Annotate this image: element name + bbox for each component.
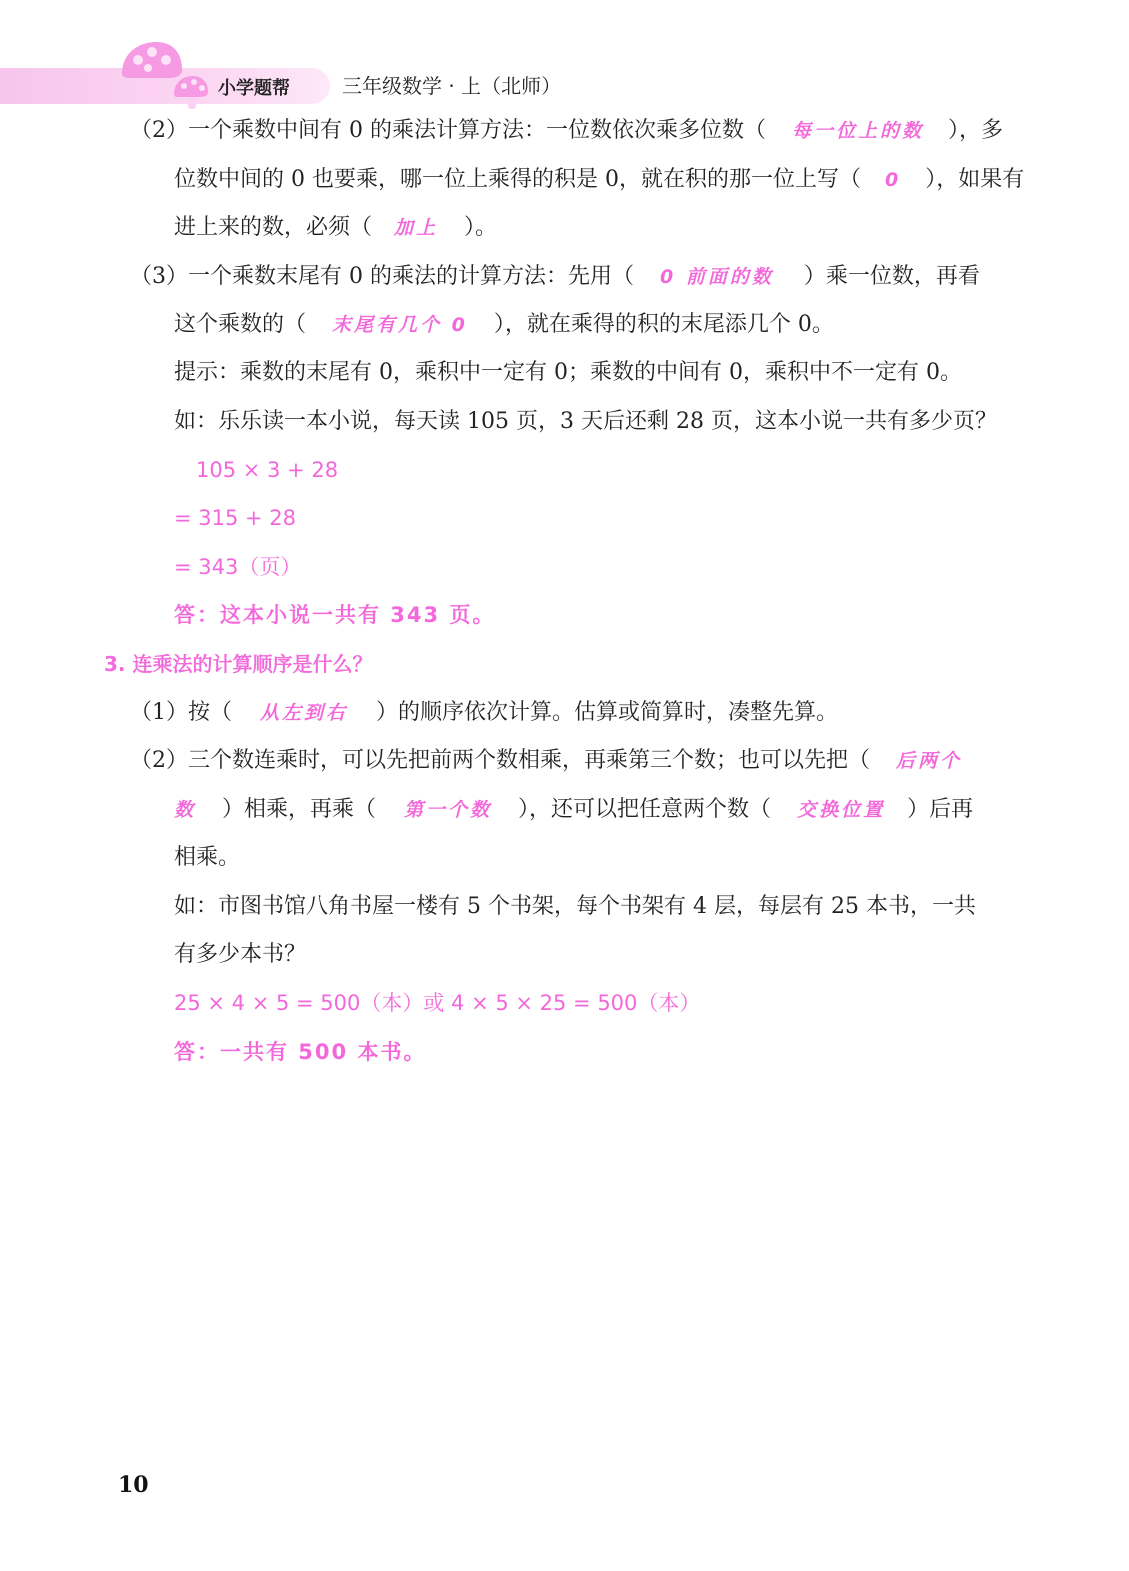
example-1: 如：乐乐读一本小说，每天读 105 页，3 天后还剩 28 页，这本小说一共有多少页？ — [174, 409, 997, 434]
item-2-line-1 — [130, 116, 1003, 146]
text-segment: ），就在乘得的积的末尾添几个 0。 — [493, 312, 834, 337]
page-header — [0, 40, 1129, 110]
header-title: 三年级数学 · 上（北师） — [342, 74, 562, 98]
calc-1-line-1: 105 × 3 + 28 — [196, 458, 339, 482]
calc-1-line-2: = 315 + 28 — [174, 506, 297, 530]
section-3-heading: 3. 连乘法的计算顺序是什么？ — [104, 652, 373, 676]
section-3-item-2-line-1 — [130, 746, 962, 776]
text-segment: ）乘一位数，再看 — [803, 264, 980, 289]
calc-1-answer: 答：这本小说一共有 343 页。 — [174, 603, 496, 627]
item-2-line-2 — [174, 165, 1024, 195]
page-number: 10 — [118, 1472, 149, 1498]
answer-blank: 末尾有几个 0 — [332, 314, 468, 336]
text-segment: ）后再 — [907, 797, 974, 822]
answer-blank: 交换位置 — [797, 799, 886, 821]
text-segment: ）的顺序依次计算。估算或简算时，凑整先算。 — [376, 700, 839, 725]
section-3-item-2-line-2 — [174, 795, 973, 825]
text-segment: （1）按（ — [130, 700, 232, 725]
section-3-item-1 — [130, 698, 838, 728]
calc-2-line-1: 25 × 4 × 5 = 500（本）或 4 × 5 × 25 = 500（本） — [174, 991, 701, 1015]
answer-blank: 第一个数 — [404, 799, 493, 821]
text-segment: 位数中间的 0 也要乘，哪一位上乘得的积是 0，就在积的那一位上写（ — [174, 167, 861, 192]
answer-blank: 0 前面的数 — [659, 266, 774, 288]
answer-blank: 后两个 — [896, 750, 963, 772]
item-2-line-3 — [174, 213, 497, 243]
calc-1-line-3: = 343（页） — [174, 555, 302, 579]
mushroom-icon — [118, 40, 213, 110]
example-2-line-1: 如：市图书馆八角书屋一楼有 5 个书架，每个书架有 4 层，每层有 25 本书，一共 — [174, 894, 976, 919]
text-segment: ）相乘，再乘（ — [222, 797, 377, 822]
example-2-line-2: 有多少本书？ — [174, 942, 307, 967]
text-segment: ），如果有 — [925, 167, 1025, 192]
answer-blank: 加上 — [394, 217, 439, 239]
answer-blank: 数 — [174, 799, 197, 821]
text-segment: 进上来的数，必须（ — [174, 215, 373, 240]
text-segment: ），还可以把任意两个数（ — [518, 797, 772, 822]
text-segment: （3）一个乘数末尾有 0 的乘法的计算方法：先用（ — [130, 264, 634, 289]
text-segment: ），多 — [948, 118, 1004, 143]
header-tag: 小学题帮 — [218, 78, 290, 99]
text-segment: （2）一个乘数中间有 0 的乘法计算方法：一位数依次乘多位数（ — [130, 118, 766, 143]
answer-blank: 从左到右 — [260, 702, 349, 724]
item-3-line-2 — [174, 310, 834, 340]
text-segment: 这个乘数的（ — [174, 312, 307, 337]
item-3-line-1 — [130, 262, 980, 292]
text-segment: ）。 — [464, 215, 498, 240]
hint-line: 提示：乘数的末尾有 0，乘积中一定有 0；乘数的中间有 0，乘积中不一定有 0。 — [174, 360, 962, 385]
text-segment: （2）三个数连乘时，可以先把前两个数相乘，再乘第三个数；也可以先把（ — [130, 748, 870, 773]
section-3-item-2-line-3: 相乘。 — [174, 845, 241, 870]
answer-blank: 0 — [884, 169, 902, 191]
answer-blank: 每一位上的数 — [791, 120, 924, 142]
calc-2-answer: 答：一共有 500 本书。 — [174, 1040, 427, 1064]
